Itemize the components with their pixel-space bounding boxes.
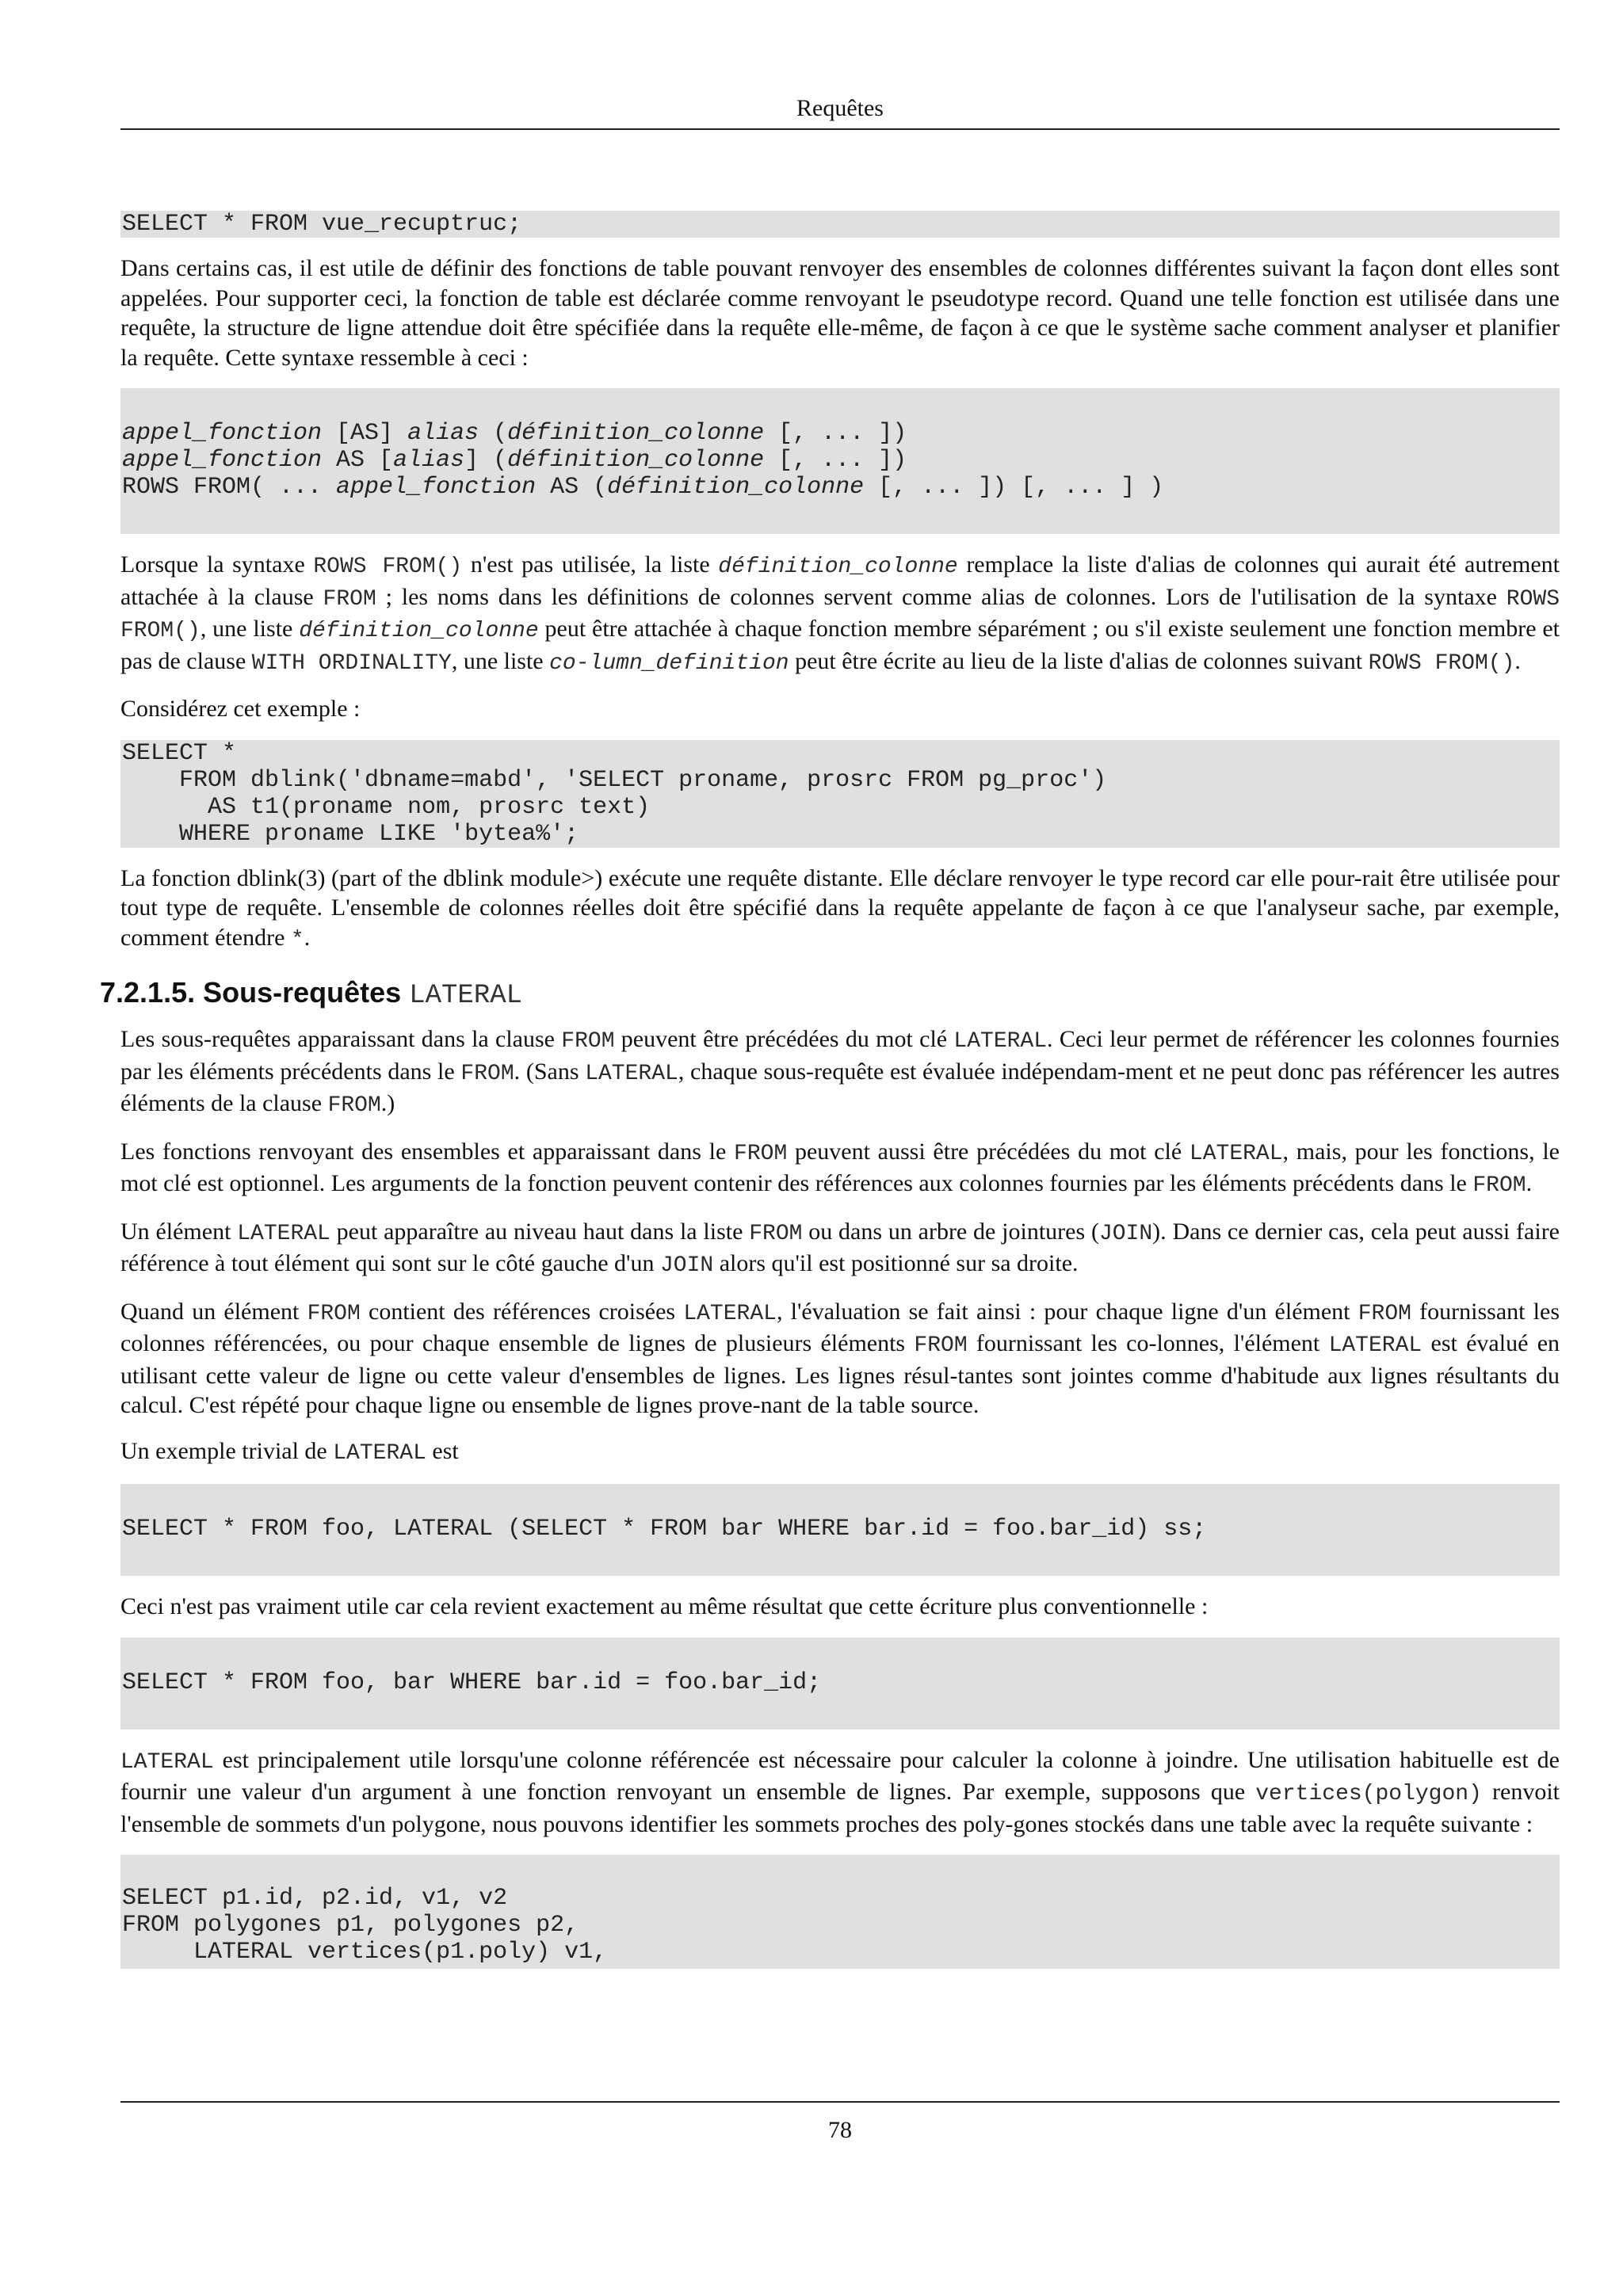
- text: est évalué en utilisant cette valeur de ligne ou cette valeur d'ensembles de lignes. Les lignes résul-tantes sont jointes comme d'habitude aux lignes résultants du calcul. C'est répété pour chaque ligne ou ensemble de lignes prove-nant de la table source.: [120, 1330, 1560, 1418]
- text: . (Sans: [514, 1058, 586, 1085]
- inline-code: LATERAL: [1189, 1141, 1283, 1166]
- inline-code: LATERAL: [585, 1061, 678, 1086]
- text: remplace la liste d'alias de colonnes qui aurait été autrement attachée à la clause: [120, 551, 1560, 610]
- text: . Ceci leur permet de référencer les colonnes fournies par les éléments précédents dans le: [120, 1026, 1560, 1085]
- syntax-text: AS (: [536, 474, 608, 501]
- inline-code: FROM: [561, 1029, 615, 1054]
- inline-code: FROM: [323, 586, 376, 612]
- syntax-text: ] (: [464, 447, 508, 474]
- syntax-text: [AS]: [322, 420, 408, 447]
- syntax-term: définition_colonne: [507, 420, 765, 447]
- inline-code: FROM: [1358, 1301, 1411, 1326]
- syntax-term: alias: [393, 447, 465, 474]
- inline-code: définition_colonne: [299, 619, 539, 643]
- syntax-term: appel_fonction: [122, 420, 323, 447]
- text: renvoit l'ensemble de sommets d'un polygone, nous pouvons identifier les sommets proches des poly-gones stockés dans une table avec la requête suivante :: [120, 1779, 1560, 1837]
- text: est: [426, 1437, 459, 1464]
- code-block-dblink: SELECT * FROM dblink('dbname=mabd', 'SELECT proname, prosrc FROM pg_proc') AS t1(proname nom, prosrc text) WHERE proname LIKE 'bytea%';: [120, 740, 1560, 848]
- text: ). Dans ce dernier cas, cela peut aussi faire référence à tout élément qui sont sur le côté gauche d'un: [120, 1218, 1560, 1276]
- text: fournissant les co-lonnes, l'élément: [967, 1330, 1329, 1356]
- text: peuvent aussi être précédées du mot clé: [787, 1138, 1190, 1165]
- text: Quand un élément: [120, 1298, 307, 1325]
- inline-code: LATERAL: [333, 1440, 426, 1466]
- inline-code: vertices(polygon): [1255, 1782, 1482, 1806]
- text: .: [304, 924, 311, 951]
- inline-code: JOIN: [659, 1253, 714, 1278]
- text: Les sous-requêtes apparaissant dans la clause: [120, 1026, 562, 1052]
- text: alors qu'il est positionné sur sa droite.: [713, 1250, 1079, 1276]
- inline-code: ROWS FROM(): [313, 555, 463, 579]
- inline-code: co-lumn_definition: [549, 650, 789, 676]
- inline-code: FROM: [914, 1333, 968, 1358]
- text: , l'évaluation se fait ainsi : pour chaque ligne d'un élément: [776, 1298, 1358, 1325]
- inline-code: FROM: [1472, 1173, 1526, 1198]
- paragraph-table-functions: Dans certains cas, il est utile de définir des fonctions de table pouvant renvoyer des ensembles de colonnes différentes suivant la façon dont elles sont appelées. Pour supporter ceci, la fonction de table est déclarée comme renvoyant le pseudotype record. Quand une telle fonction est utilisée dans une requête, la structure de ligne attendue doit être spécifiée dans la requête elle-même, de façon à ce que le système sache comment analyser et planifier la requête. Cette syntaxe ressemble à ceci :: [120, 255, 1560, 371]
- section-heading: [100, 975, 1560, 1013]
- section-number: 7.2.1.5.: [100, 976, 196, 1009]
- inline-code: FROM: [460, 1061, 514, 1086]
- code-block-polygons: SELECT p1.id, p2.id, v1, v2 FROM polygones p1, polygones p2, LATERAL vertices(p1.poly) v1,: [120, 1855, 1560, 1969]
- text: Un exemple trivial de: [120, 1437, 334, 1464]
- paragraph-trivial-example: [120, 1436, 1560, 1469]
- inline-code: *: [290, 927, 304, 952]
- inline-code: FROM: [749, 1221, 803, 1246]
- syntax-term: appel_fonction: [336, 474, 537, 501]
- syntax-text: (: [479, 420, 508, 447]
- inline-code: JOIN: [1098, 1221, 1153, 1246]
- text: , une liste: [200, 616, 300, 642]
- text: Les fonctions renvoyant des ensembles et apparaissant dans le: [120, 1138, 735, 1165]
- text: .: [1526, 1170, 1533, 1196]
- code-block-conventional: SELECT * FROM foo, bar WHERE bar.id = foo.bar_id;: [120, 1638, 1560, 1730]
- section-title: Sous-requêtes: [203, 976, 402, 1009]
- inline-code: FROM: [307, 1301, 361, 1326]
- paragraph-lateral-evaluation: [120, 1297, 1560, 1421]
- inline-code: LATERAL: [1328, 1333, 1423, 1358]
- inline-code: ROWS FROM(): [1368, 650, 1515, 676]
- text: fournissant les colonnes référencées, ou pour chaque ensemble de lignes de plusieurs éléments: [120, 1298, 1560, 1356]
- paragraph-lateral-usage: [120, 1745, 1560, 1840]
- code-block-lateral-trivial: SELECT * FROM foo, LATERAL (SELECT * FROM bar WHERE bar.id = foo.bar_id) ss;: [120, 1484, 1560, 1576]
- footer-rule: [120, 2101, 1560, 2103]
- inline-code: LATERAL: [120, 1749, 214, 1775]
- inline-code: FROM: [327, 1093, 381, 1118]
- paragraph-not-useful: Ceci n'est pas vraiment utile car cela revient exactement au même résultat que cette écriture plus conventionnelle :: [120, 1593, 1209, 1619]
- paragraph-rows-from: [120, 550, 1560, 678]
- syntax-text: AS [: [322, 447, 394, 474]
- text: peut être attachée à chaque fonction membre séparément ; ou s'il existe seulement une fonction membre et pas de clause: [120, 616, 1560, 674]
- code-block-select-vue: SELECT * FROM vue_recuptruc;: [120, 211, 1560, 238]
- text: .): [380, 1090, 395, 1116]
- paragraph-dblink: [120, 864, 1560, 955]
- syntax-term: alias: [407, 420, 479, 447]
- syntax-term: appel_fonction: [122, 447, 323, 474]
- text: , mais, pour les fonctions, le mot clé est optionnel. Les arguments de la fonction peuvent contenir des références aux colonnes fournies par les éléments précédents dans le: [120, 1138, 1560, 1196]
- text: ou dans un arbre de jointures (: [802, 1218, 1099, 1245]
- syntax-term: définition_colonne: [607, 474, 865, 501]
- inline-code: LATERAL: [683, 1301, 777, 1326]
- inline-code: LATERAL: [237, 1221, 330, 1246]
- page-content: [100, 211, 1560, 1985]
- syntax-text: [, ... ]) [, ... ] ): [864, 474, 1164, 501]
- inline-code: WITH ORDINALITY: [251, 650, 452, 676]
- text: contient des références croisées: [360, 1298, 684, 1325]
- text: , chaque sous-requête est évaluée indépendam-ment et ne peut donc pas référencer les autres éléments de la clause: [120, 1058, 1560, 1116]
- syntax-term: définition_colonne: [507, 447, 765, 474]
- inline-code: ROWS FROM(): [120, 586, 1560, 643]
- inline-code: FROM: [734, 1141, 788, 1166]
- text: est principalement utile lorsqu'une colonne référencée est nécessaire pour calculer la colonne à joindre. Une utilisation habituelle est de fournir une valeur d'un argument à une fonction renvoyant un ensemble de lignes. Par exemple, supposons que: [120, 1746, 1560, 1805]
- syntax-text: [, ... ]): [764, 447, 907, 474]
- text: Lorsque la syntaxe: [120, 551, 314, 578]
- paragraph-consider-example: Considérez cet exemple :: [120, 696, 361, 722]
- text: peut apparaître au niveau haut dans la liste: [330, 1218, 750, 1245]
- syntax-text: ROWS FROM( ...: [122, 474, 337, 501]
- text: La fonction dblink(3) (part of the dblink module>) exécute une requête distante. Elle déclare renvoyer le type record car elle pour-rait être utilisée pour tout type de requête. L'ensemble de colonnes réelles doit être spécifié dans la requête appelante de façon à ce que l'analyseur sache, par exemple, comment étendre: [120, 864, 1560, 951]
- syntax-text: [, ... ]): [764, 420, 907, 447]
- inline-code: définition_colonne: [718, 555, 958, 579]
- text: n'est pas utilisée, la liste: [462, 551, 719, 578]
- text: , une liste: [451, 647, 550, 674]
- code-block-syntax: [120, 388, 1560, 534]
- paragraph-lateral-join: [120, 1217, 1560, 1281]
- header-rule: [120, 128, 1560, 130]
- paragraph-set-returning-functions: [120, 1137, 1560, 1201]
- section-title-code: LATERAL: [409, 981, 523, 1011]
- running-head: Requêtes: [796, 95, 884, 121]
- paragraph-lateral-subqueries: [120, 1024, 1560, 1121]
- text: ; les noms dans les définitions de colonnes servent comme alias de colonnes. Lors de l'utilisation de la syntaxe: [376, 583, 1507, 610]
- text: peut être écrite au lieu de la liste d'alias de colonnes suivant: [789, 647, 1369, 674]
- page-number: 78: [828, 2117, 852, 2143]
- inline-code: LATERAL: [953, 1029, 1048, 1054]
- text: peuvent être précédées du mot clé: [614, 1026, 954, 1052]
- text: Un élément: [120, 1218, 238, 1245]
- text: .: [1514, 647, 1521, 674]
